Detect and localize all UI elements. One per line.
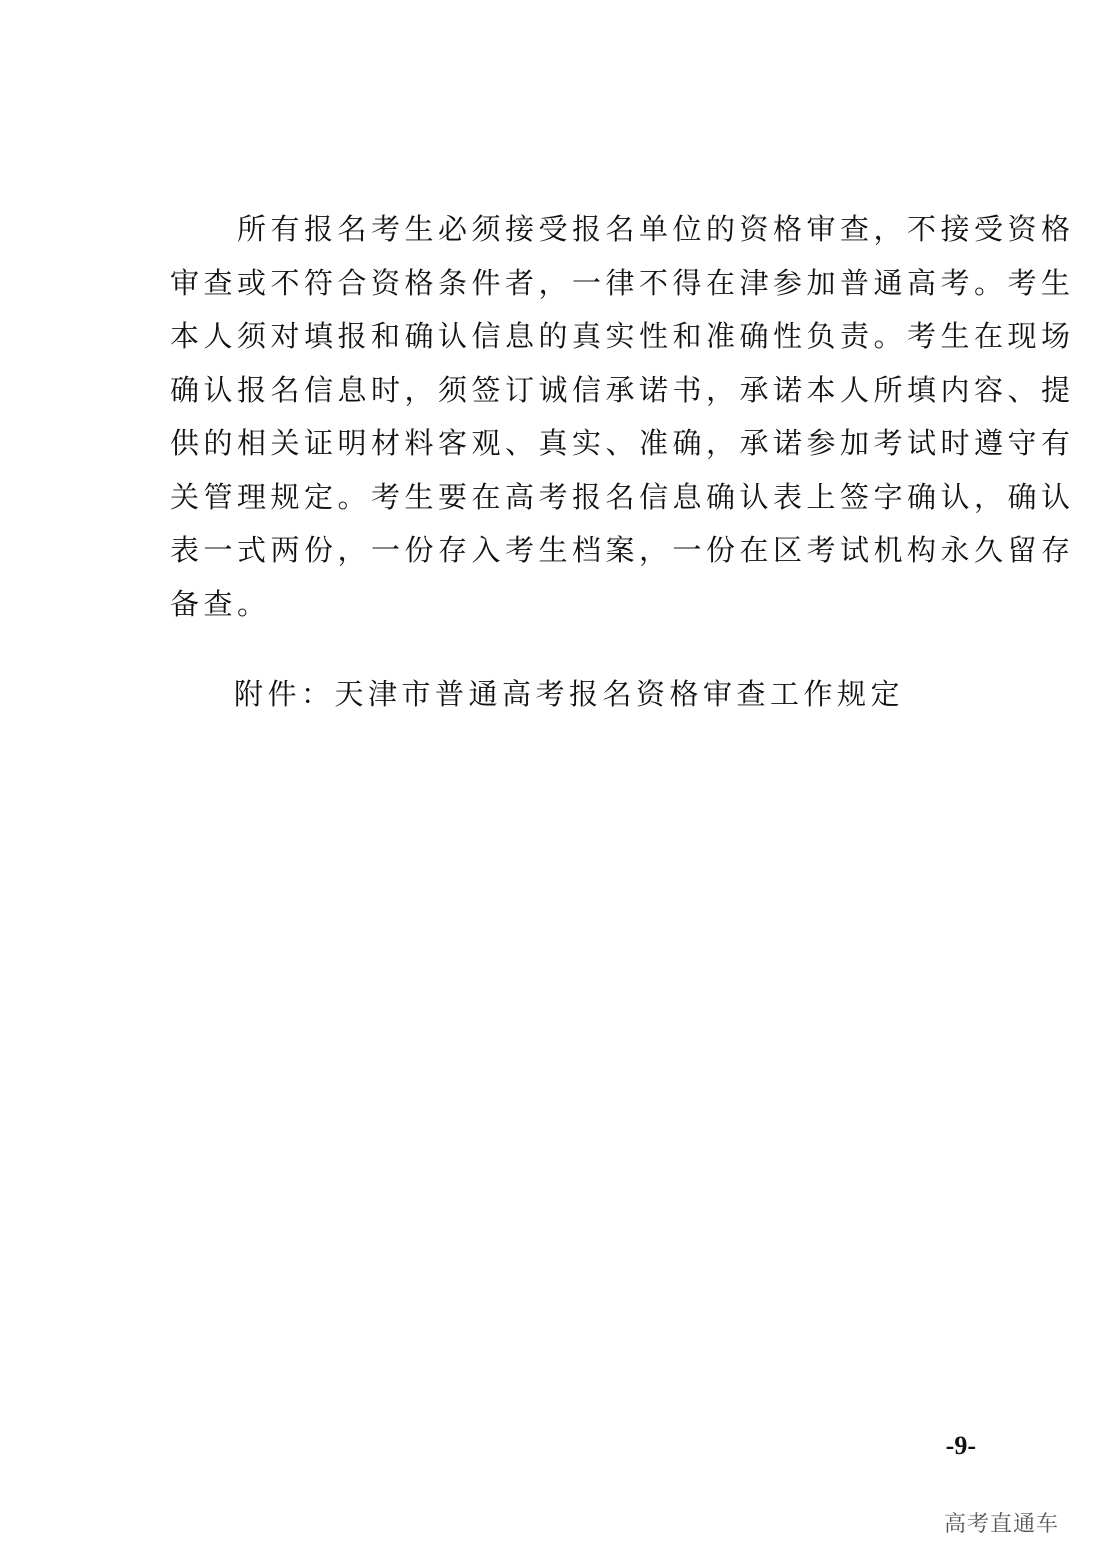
- paragraph-line: 本人须对填报和确认信息的真实性和准确性负责。考生在现场: [170, 319, 1075, 353]
- body-paragraph: [170, 203, 1075, 631]
- page-number: -9-: [945, 1431, 976, 1460]
- paragraph-line: 审查或不符合资格条件者，一律不得在津参加普通高考。考生: [170, 265, 1075, 300]
- paragraph-line: 备查。: [170, 586, 271, 621]
- paragraph-line: 供的相关证明材料客观、真实、准确，承诺参加考试时遵守有: [170, 426, 1075, 460]
- paragraph-line: 表一式两份，一份存入考生档案，一份在区考试机构永久留存: [170, 533, 1075, 567]
- watermark-text: 高考直通车: [944, 1512, 1060, 1537]
- paragraph-line: 确认报名信息时，须签订诚信承诺书，承诺本人所填内容、提: [170, 372, 1075, 407]
- paragraph-line: 关管理规定。考生要在高考报名信息确认表上签字确认，确认: [170, 479, 1075, 514]
- paragraph-line: 所有报名考生必须接受报名单位的资格审查，不接受资格: [170, 212, 1075, 246]
- attachment-line: 附件：天津市普通高考报名资格审查工作规定: [234, 677, 905, 711]
